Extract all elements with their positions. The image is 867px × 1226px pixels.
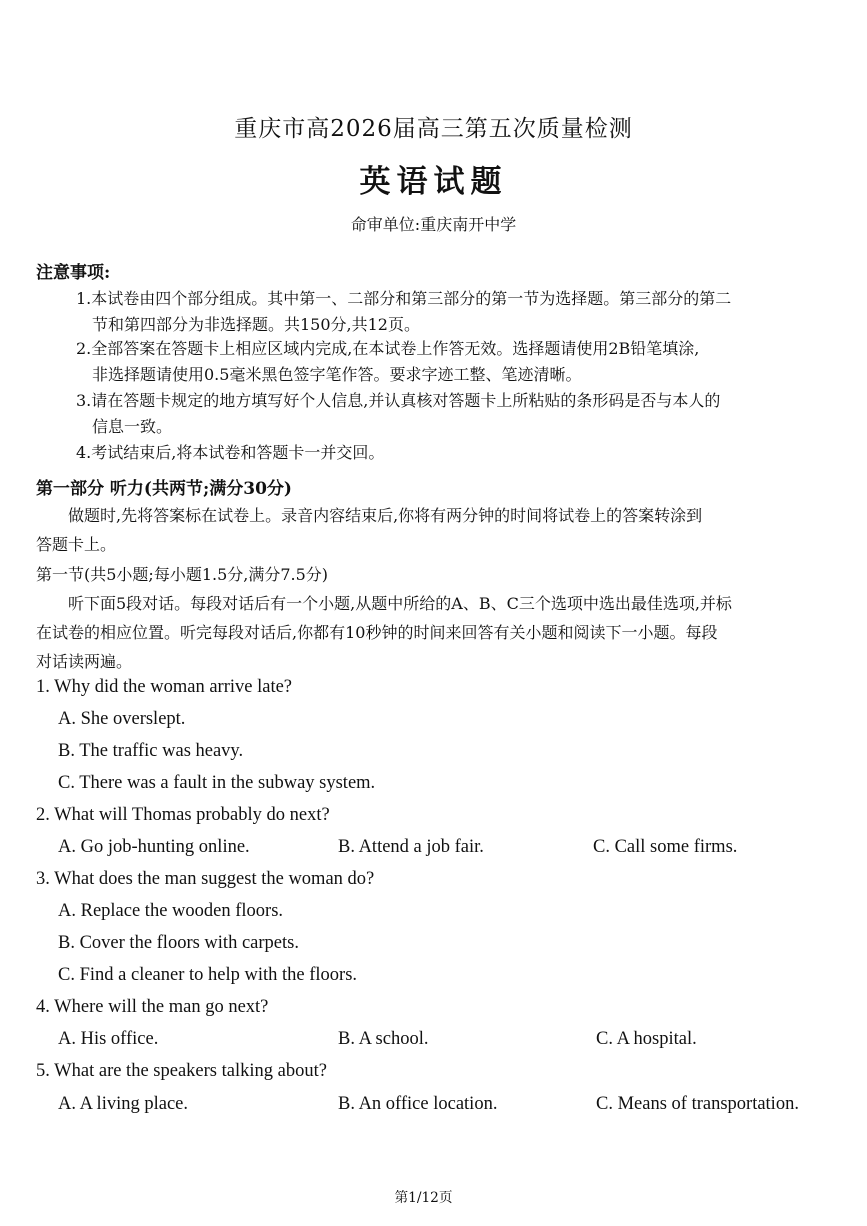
- question-2: 2. What will Thomas probably do next?: [36, 805, 330, 825]
- subject-title: 英语试题: [359, 164, 508, 200]
- notice-item-2-cont: 非选择题请使用0.5毫米黑色签字笔作答。要求字迹工整、笔迹清晰。: [92, 365, 582, 384]
- part1-intro-cont: 答题卡上。: [36, 535, 117, 554]
- notice-item-number: 4.: [76, 443, 92, 462]
- notice-item-text: 请在答题卡规定的地方填写好个人信息,并认真核对答题卡上所粘贴的条形码是否与本人的: [91, 391, 721, 410]
- question-3-option-b: B. Cover the floors with carpets.: [58, 933, 299, 953]
- question-5: 5. What are the speakers talking about?: [36, 1061, 327, 1081]
- question-3: 3. What does the man suggest the woman do?: [36, 869, 375, 889]
- question-4-option-a: A. His office.: [58, 1029, 159, 1049]
- question-4-option-c: C. A hospital.: [596, 1029, 697, 1049]
- question-4: 4. Where will the man go next?: [36, 997, 269, 1017]
- section1-instructions-cont: 对话读两遍。: [36, 652, 133, 671]
- question-5-option-c: C. Means of transportation.: [596, 1094, 799, 1114]
- notice-item-number: 1.: [76, 289, 92, 308]
- question-1-option-b: B. The traffic was heavy.: [58, 741, 244, 761]
- notice-item-3: [76, 388, 720, 411]
- section1-instructions-cont: 在试卷的相应位置。听完每段对话后,你都有10秒钟的时间来回答有关小题和阅读下一小题。每段: [36, 623, 718, 642]
- question-4-option-b: B. A school.: [338, 1029, 429, 1049]
- question-3-option-c: C. Find a cleaner to help with the floors.: [58, 965, 358, 985]
- notice-item-3-cont: 信息一致。: [92, 417, 173, 436]
- question-2-option-c: C. Call some firms.: [593, 837, 738, 857]
- notice-item-text: 考试结束后,将本试卷和答题卡一并交回。: [91, 443, 385, 462]
- question-3-option-a: A. Replace the wooden floors.: [58, 901, 284, 921]
- question-2-option-a: A. Go job-hunting online.: [58, 837, 250, 857]
- notice-item-4: [76, 440, 384, 463]
- question-2-option-b: B. Attend a job fair.: [338, 837, 484, 857]
- section1-instructions: 听下面5段对话。每段对话后有一个小题,从题中所给的A、B、C三个选项中选出最佳选项,并标: [68, 594, 732, 613]
- notice-item-2: [76, 336, 699, 359]
- question-5-option-a: A. A living place.: [58, 1094, 188, 1114]
- notice-item-text: 全部答案在答题卡上相应区域内完成,在本试卷上作答无效。选择题请使用2B铅笔填涂,: [91, 339, 700, 358]
- notice-title: 注意事项:: [36, 263, 111, 283]
- part1-title: 第一部分 听力(共两节;满分30分): [36, 479, 292, 499]
- question-1-option-c: C. There was a fault in the subway system.: [58, 773, 376, 793]
- notice-item-number: 3.: [76, 391, 92, 410]
- question-5-option-b: B. An office location.: [338, 1094, 498, 1114]
- part1-intro: 做题时,先将答案标在试卷上。录音内容结束后,你将有两分钟的时间将试卷上的答案转涂到: [68, 506, 703, 525]
- notice-item-1: [76, 286, 731, 309]
- question-1: 1. Why did the woman arrive late?: [36, 677, 293, 697]
- page-number: 第1/12页: [394, 1190, 453, 1206]
- section1-title: 第一节(共5小题;每小题1.5分,满分7.5分): [36, 565, 329, 584]
- question-1-option-a: A. She overslept.: [58, 709, 186, 729]
- exam-title: 重庆市高2026届高三第五次质量检测: [234, 116, 633, 142]
- notice-item-1-cont: 节和第四部分为非选择题。共150分,共12页。: [92, 315, 420, 334]
- notice-item-number: 2.: [76, 339, 92, 358]
- notice-item-text: 本试卷由四个部分组成。其中第一、二部分和第三部分的第一节为选择题。第三部分的第二: [91, 289, 732, 308]
- setter-unit: 命审单位:重庆南开中学: [350, 215, 517, 234]
